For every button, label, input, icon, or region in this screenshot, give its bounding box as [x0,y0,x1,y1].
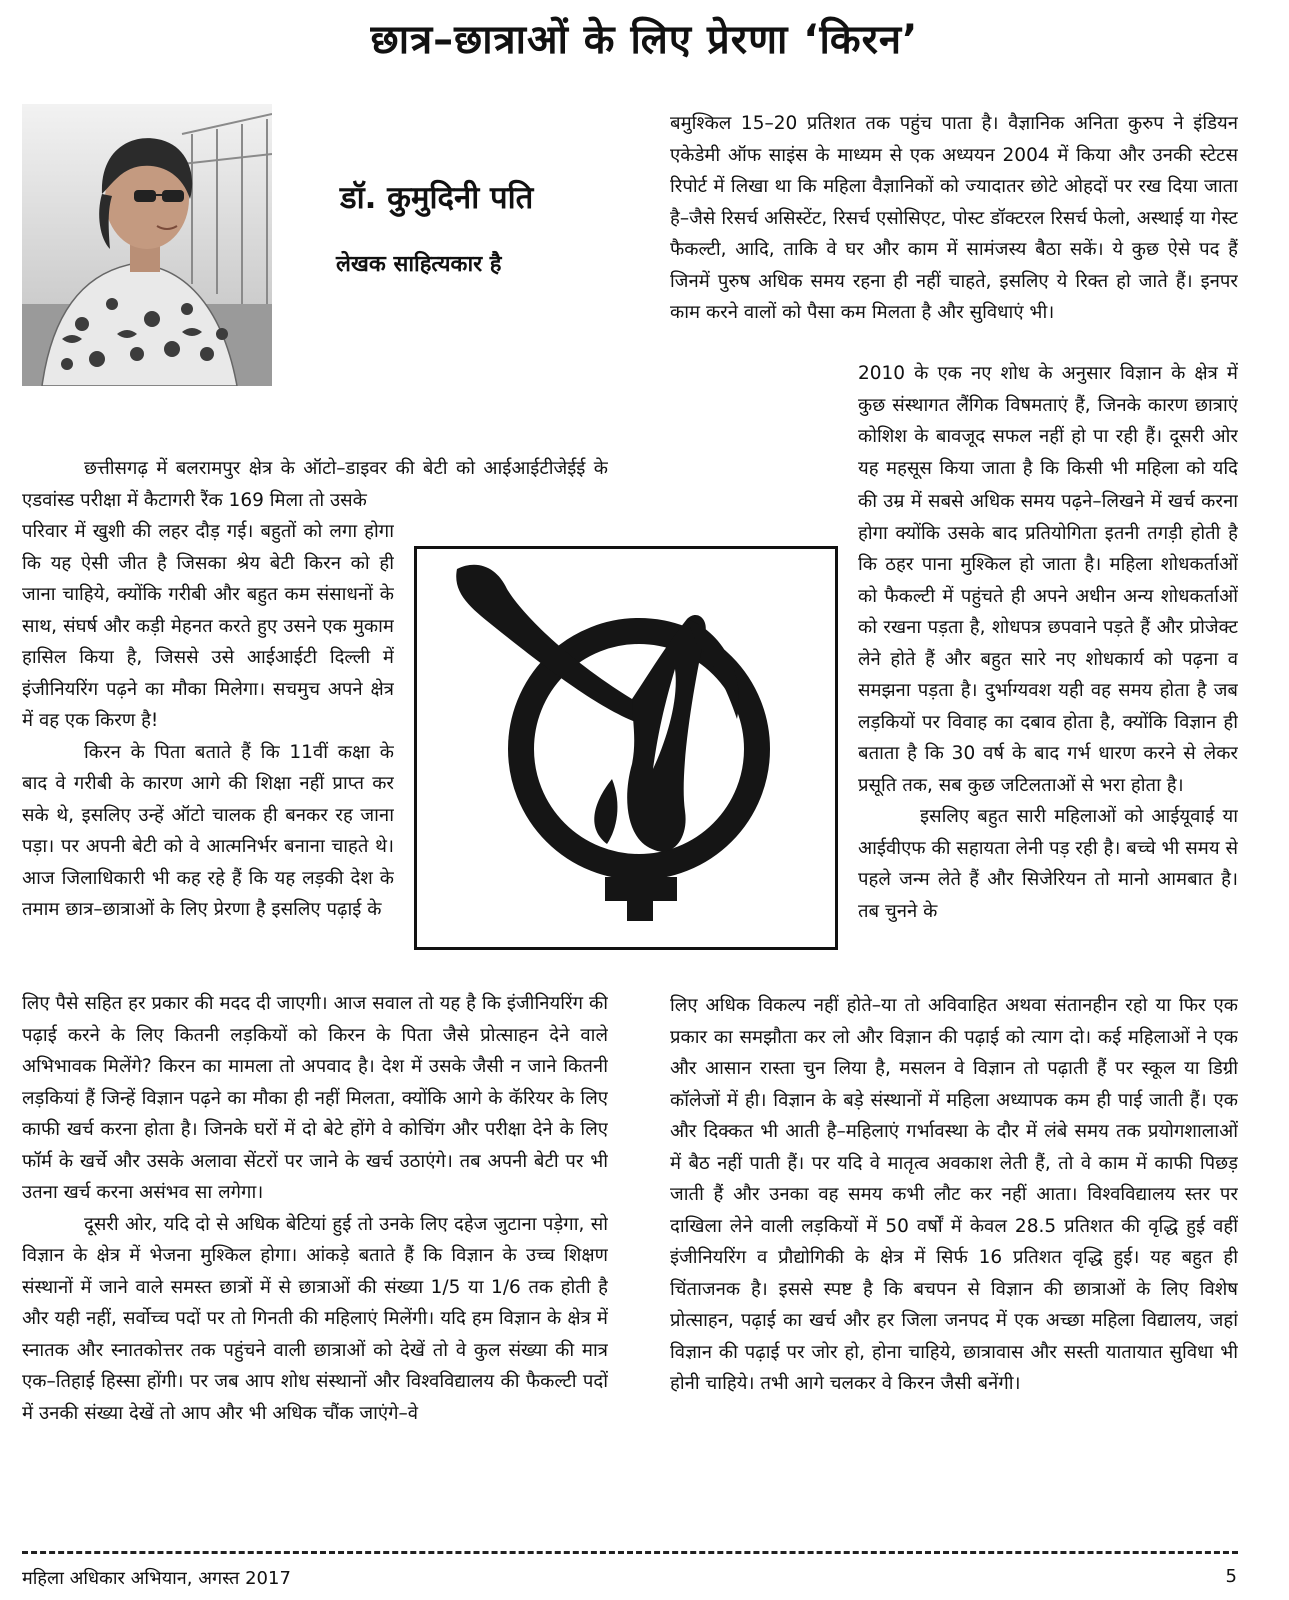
body-column-narrow-left [22,516,394,988]
author-photo [22,104,272,386]
body-paragraph: छत्तीसगढ़ में बलरामपुर क्षेत्र के ऑटो–डाइवर की बेटी को आईआईटीजेईई के एडवांस्ड परीक्षा में कैटागरी रैंक 169 मिला तो उसके [22,458,608,511]
body-paragraph: इसलिए बहुत सारी महिलाओं को आईयूवाई या आईवीएफ की सहायता लेनी पड़ रही है। बच्चे भी समय से पहले जन्म लेते हैं और सिजेरियन तो मानो आमबात है। तब चुनने के [858,806,1238,922]
body-paragraph: किरन के पिता बताते हैं कि 11वीं कक्षा के बाद वे गरीबी के कारण आगे की शिक्षा नहीं प्राप्त कर सके थे, इसलिए उन्हें ऑटो चालक ही बनकर रह जाना पड़ा। पर अपनी बेटी को वे आत्मनिर्भर बनाना चाहते थे। आज जिलाधिकारी भी कह रहे हैं कि यह लड़की देश के तमाम छात्र–छात्राओं के लिए प्रेरणा है इसलिए पढ़ाई के [22,741,394,920]
author-name: डॉ. कुमुदिनी पति [340,180,534,216]
author-photo-illustration [22,104,272,386]
body-paragraph: परिवार में खुशी की लहर दौड़ गई। बहुतों को लगा होगा कि यह ऐसी जीत है जिसका श्रेय बेटी किरन को ही जाना चाहिये, क्योंकि गरीबी और बहुत कम संसाधनों के साथ, संघर्ष और कड़ी मेहनत करते हुए उसने एक मुकाम हासिल किया है, जिससे उसे आईआईटी दिल्ली में इंजीनियरिंग पढ़ने का मौका मिलेगा। सचमुच अपने क्षेत्र में वह एक किरण है! [22,521,394,731]
feminist-symbol-image [414,546,838,950]
footer-publication: महिला अधिकार अभियान, अगस्त 2017 [22,1568,291,1589]
footer-divider [22,1551,1238,1554]
body-paragraph: लिए अधिक विकल्प नहीं होते–या तो अविवाहित अथवा संतानहीन रहो या फिर एक प्रकार का समझौता कर लो और विज्ञान की पढ़ाई को त्याग दो। कई महिलाओं ने एक और आसान रास्ता चुन लिया है, मसलन वे विज्ञान तो पढ़ाती हैं पर स्कूल या डिग्री कॉलेजों में ही। विज्ञान के बड़े संस्थानों में महिला अध्यापक कम ही पाई जाती हैं। एक और दिक्कत भी आती है–महिलाएं गर्भावस्था के दौर में लंबे समय तक प्रयोगशालाओं में बैठ नहीं पाती हैं। पर यदि वे मातृत्व अवकाश लेती हैं, तो वे काम में काफी पिछड़ जाती हैं और उनका वह समय कभी लौट कर नहीं आता। विश्वविद्यालय स्तर पर दाखिला लेने वाली लड़कियों में 50 वर्षों में केवल 28.5 प्रतिशत की वृद्धि हुई वहीं इंजीनियरिंग व प्रौद्योगिकी के क्षेत्र में सिर्फ 16 प्रतिशत वृद्धि हुई। यह बहुत ही चिंताजनक है। इससे स्पष्ट है कि बचपन से विज्ञान की छात्राओं के लिए विशेष प्रोत्साहन, पढ़ाई का खर्च और हर जिला जनपद में एक अच्छा महिला विद्यालय, जहां विज्ञान की पढ़ाई पर जोर हो, होना चाहिये, छात्रावास और सस्ती यातायात सुविधा भी होनी चाहिये। तभी आगे चलकर वे किरन जैसी बनेंगी। [670,995,1238,1394]
body-column-narrow-right [858,486,1238,990]
body-paragraph: 2010 के एक नए शोध के अनुसार विज्ञान के क्षेत्र में कुछ संस्थागत लैंगिक विषमताएं हैं, जिनके कारण छात्राएं कोशिश के बावजूद सफल नहीं हो पा रही हैं। दूसरी ओर यह महसूस किया जाता है कि किसी भी महिला को यदि [858,363,1238,479]
article-title: छात्र–छात्राओं के लिए प्रेरणा ‘किरन’ [370,17,919,63]
page-number: 5 [1225,1566,1237,1587]
body-paragraph: की उम्र में सबसे अधिक समय पढ़ने–लिखने में खर्च करना होगा क्योंकि उसके बाद प्रतियोगिता इतनी तगड़ी होती है कि ठहर पाना मुश्किल हो जाता है। महिला शोधकर्ताओं को फैकल्टी में पहुंचते ही अपने अधीन अन्य शोधकर्ताओं को रखना पड़ता है, शोधपत्र छपवाने पड़ते हैं और प्रोजेक्ट लेने होते हैं और बहुत सारे नए शोधकार्य को पढ़ना व समझना पड़ता है। दुर्भाग्यवश यही वह समय होता है जब लड़कियों पर विवाह का दबाव होता है, क्योंकि विज्ञान ही बताता है कि 30 वर्ष के बाद गर्भ धारण करने से लेकर प्रसूति तक, सब कुछ जटिलताओं से भरा होता है। [858,491,1238,796]
body-paragraph: बमुश्किल 15–20 प्रतिशत तक पहुंच पाता है। वैज्ञानिक अनिता कुरुप ने इंडियन एकेडेमी ऑफ साइंस के माध्यम से एक अध्ययन 2004 में किया और उनकी स्टेटस रिपोर्ट में लिखा था कि महिला वैज्ञानिकों को ज्यादातर छोटे ओहदों पर रख दिया जाता है–जैसे रिसर्च असिस्टेंट, रिसर्च एसोसिएट, पोस्ट डॉक्टरल रिसर्च फेलो, अस्थाई या गेस्ट फैकल्टी, आदि, ताकि वे घर और काम में सामंजस्य बैठा सकें। ये कुछ ऐसे पद हैं जिनमें पुरुष अधिक समय रहना ही नहीं चाहते, इसलिए ये रिक्त हो जाते हैं। इनपर काम करने वालों को पैसा कम मिलता है और सुविधाएं भी। [670,113,1238,323]
author-role: लेखक साहित्यकार है [336,252,502,277]
body-column-wide-left [22,988,608,1496]
body-paragraph: लिए पैसे सहित हर प्रकार की मदद दी जाएगी। आज सवाल तो यह है कि इंजीनियरिंग की पढ़ाई करने के लिए कितनी लड़कियों को किरन के पिता जैसे प्रोत्साहन देने वाले अभिभावक मिलेंगे? किरन का मामला तो अपवाद है। देश में उसके जैसी न जाने कितनी लड़कियां हैं जिन्हें विज्ञान पढ़ने का मौका ही नहीं मिलता, क्योंकि आगे के कॅरियर के लिए काफी खर्च करना होता है। जिनके घरों में दो बेटे होंगे वे कोचिंग और परीक्षा देने के लिए फॉर्म के खर्चे और उसके अलावा सेंटरों पर जाने के खर्च उठाएंगे। तब अपनी बेटी पर भी उतना खर्च करना असंभव सा लगेगा। [22,993,608,1203]
body-paragraph: दूसरी ओर, यदि दो से अधिक बेटियां हुई तो उनके लिए दहेज जुटाना पड़ेगा, सो विज्ञान के क्षेत्र में भेजना मुश्किल होगा। आंकड़े बताते हैं कि विज्ञान के उच्च शिक्षण संस्थानों में जाने वाले समस्त छात्रों में से छात्राओं की संख्या 1/5 या 1/6 तक होती है और यही नहीं, सर्वोच्च पदों पर तो गिनती की महिलाएं मिलेंगी। यदि हम विज्ञान के क्षेत्र में स्नातक और स्नातकोत्तर तक पहुंचने वाली छात्राओं को देखें तो वे कुल संख्या की मात्र एक–तिहाई हिस्सा होंगी। पर जब आप शोध संस्थानों और विश्वविद्यालय की फैकल्टी पदों में उनकी संख्या देखें तो आप और भी अधिक चौंक जाएंगे–वे [22,1213,608,1424]
venus-fist-icon [417,549,835,947]
